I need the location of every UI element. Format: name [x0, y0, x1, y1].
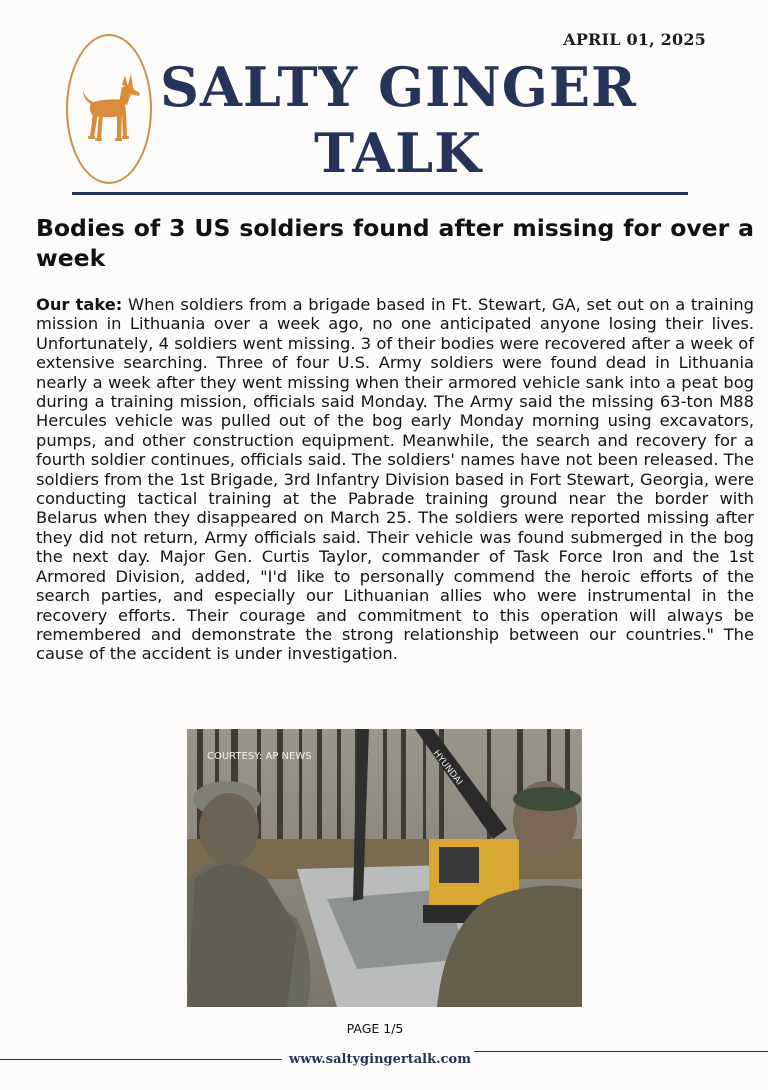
article-photo	[187, 729, 582, 1007]
excavator-brand-label: HYUNDAI	[430, 748, 464, 788]
article-headline: Bodies of 3 US soldiers found after missing for over a week	[36, 214, 754, 272]
masthead-divider	[72, 192, 688, 195]
masthead	[160, 54, 636, 186]
photo-credit: COURTESY: AP NEWS	[207, 751, 312, 762]
footer-divider-left	[0, 1059, 282, 1060]
dog-icon	[77, 69, 141, 149]
footer-divider-right	[474, 1051, 768, 1052]
masthead-line-2: TALK	[313, 121, 483, 185]
logo	[66, 34, 152, 184]
issue-date: APRIL 01, 2025	[563, 30, 706, 49]
masthead-line-1: SALTY GINGER	[160, 55, 637, 119]
article-body	[36, 295, 754, 664]
article-text: When soldiers from a brigade based in Ft. Stewart, GA, set out on a training mission in Lithuania over a week ago, no one anticipated anyone losing their lives. Unfortunately, 4 soldiers went missing. 3 of their bodies were recovered after a week of extensive searching. Three of four U.S. Army soldiers were found dead in Lithuania nearly a week after they went missing when their armored vehicle sank into a peat bog during a training mission, officials said Monday. The Army said the missing 63-ton M88 Hercules vehicle was pulled out of the bog early Monday morning using excavators, pumps, and other construction equipment. Meanwhile, the search and recovery for a fourth soldier continues, officials said. The soldiers' names have not been released. The soldiers from the 1st Brigade, 3rd Infantry Division based in Fort Stewart, Georgia, were conducting tactical training at the Pabrade training ground near the border with Belarus when they disappeared on March 25. The soldiers were reported missing after they did not return, Army officials said. Their vehicle was found submerged in the bog the next day. Major Gen. Curtis Taylor, commander of Task Force Iron and the 1st Armored Division, added, "I'd like to personally commend the heroic efforts of the search parties, and especially our Lithuanian allies who were instrumental in the recovery efforts. Their courage and commitment to this operation will always be remembered and demonstrate the strong relationship between our countries." The cause of the accident is under investigation.	[36, 295, 754, 664]
lead-label: Our take:	[36, 295, 123, 314]
website-link[interactable]: www.saltygingertalk.com	[289, 1052, 471, 1067]
page-number: PAGE 1/5	[346, 1021, 404, 1036]
photo-illustration	[187, 729, 582, 1007]
